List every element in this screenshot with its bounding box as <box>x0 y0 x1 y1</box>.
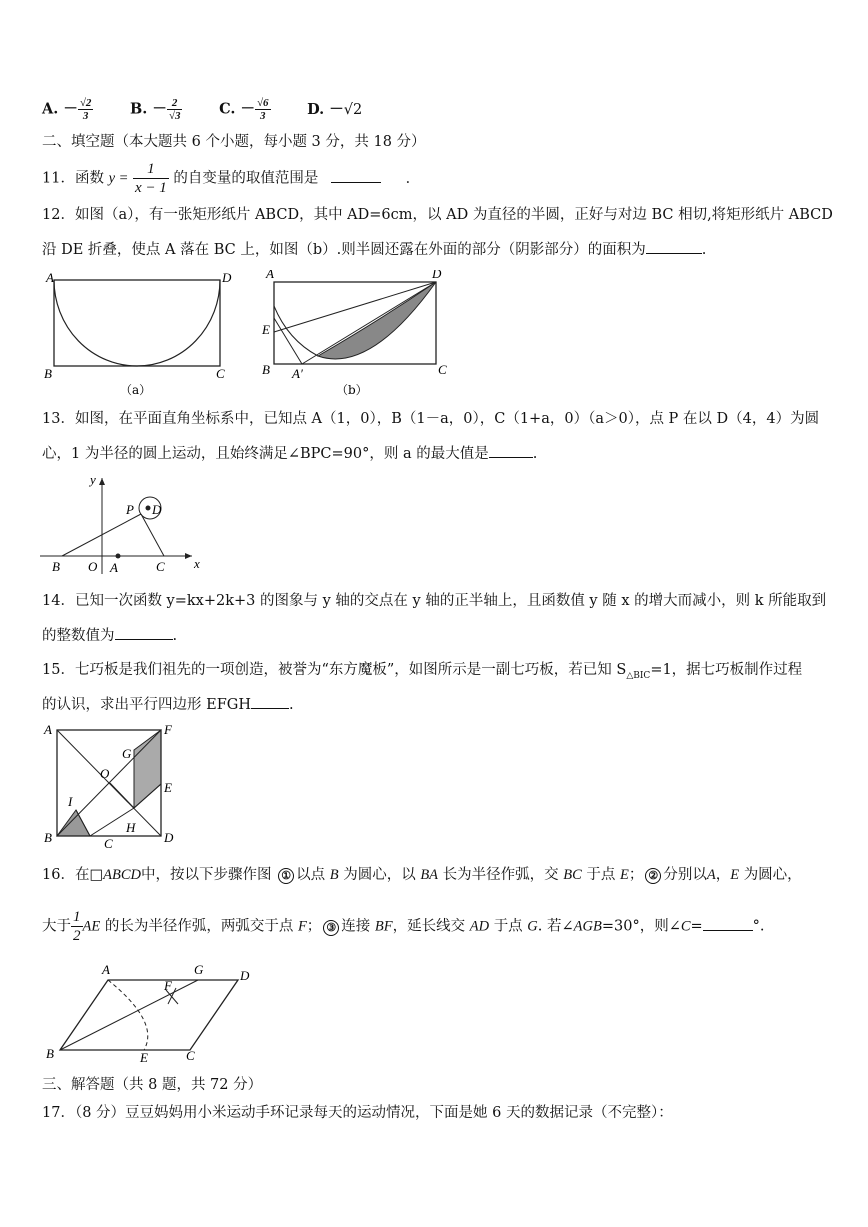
fig16-label-F: F <box>164 978 172 993</box>
q16-parallelogram-figure <box>40 962 260 1066</box>
fig-a-label-B: B <box>44 366 52 381</box>
fig16-label-C: C <box>186 1048 195 1063</box>
fig-b-label-D: D <box>432 270 442 281</box>
fig15-label-E: E <box>164 780 172 795</box>
fig-b-label-E: E <box>262 322 270 337</box>
fig16-label-E: E <box>140 1050 148 1065</box>
fig-b-caption: （b） <box>336 383 368 397</box>
q12-figures <box>40 270 460 400</box>
q16-line1: 16．在□ABCD中，按以下步骤作图 ① 以点 B 为圆心，以 BA 长为半径作弧，交 BC 于点 E； ② 分别以A，E 为圆心， <box>42 867 802 883</box>
fig13-label-P: P <box>126 502 134 517</box>
q15-line2: 的认识，求出平行四边形 EFGH . <box>42 697 294 713</box>
q13-answer-blank[interactable] <box>489 457 533 458</box>
q12-line1: 12．如图（a），有一张矩形纸片 ABCD，其中 AD=6cm，以 AD 为直径的半圆，正好与对边 BC 相切,将矩形纸片 ABCD <box>42 207 833 223</box>
fig15-label-H: H <box>126 820 136 835</box>
q11-answer-blank[interactable] <box>331 182 381 183</box>
figure-b <box>261 270 447 397</box>
q15-answer-blank[interactable] <box>251 708 289 709</box>
fig16-label-A: A <box>102 962 110 977</box>
fig15-label-I: I <box>68 794 73 809</box>
fig15-label-B: B <box>44 830 52 845</box>
q14-line1: 14．已知一次函数 y=kx+2k+3 的图象与 y 轴的交点在 y 轴的正半轴上，且函数值 y 随 x 的增大而减小，则 k 所能取到 <box>42 593 827 609</box>
fig-a-label-A: A <box>46 270 54 285</box>
fig13-label-O: O <box>88 559 98 574</box>
q17-line1: 17．（8 分）豆豆妈妈用小米运动手环记录每天的运动情况，下面是她 6 天的数据记录（不完整）： <box>42 1105 673 1121</box>
fig-a-caption: （a） <box>120 383 152 397</box>
fig-a-label-D: D <box>222 270 232 285</box>
fig13-label-D: D <box>152 502 162 517</box>
fig13-label-x: x <box>194 556 200 571</box>
q16-answer-blank[interactable] <box>703 930 753 931</box>
fig-b-label-A: A <box>266 270 274 281</box>
fig15-label-A: A <box>44 722 52 737</box>
q13-line1: 13．如图，在平面直角坐标系中，已知点 A（1，0），B（1－a，0），C（1+a，0）（a＞0），点 P 在以 D（4，4）为圆 <box>42 411 820 427</box>
figure-a <box>44 270 232 397</box>
q13-figure <box>40 470 210 580</box>
fig13-label-y: y <box>90 472 96 487</box>
fig-b-label-A-prime: A′ <box>292 366 303 381</box>
q11: 11．函数 y = $\frac{1}{x - 1}$ 的自变量的取值范围是 ． <box>42 161 421 196</box>
section2-heading: 二、填空题（本大题共 6 个小题，每小题 3 分，共 18 分） <box>42 134 426 150</box>
option-c: C. － $\frac{√6}{3}$ <box>219 97 269 122</box>
q16-line2: 大于 $\frac{1}{2}$ AE 的长为半径作弧，两弧交于点 F； ③ 连接 BF，延长线交 AD 于点 G. 若∠AGB=30°，则∠C= °. <box>42 909 765 944</box>
q13-line2: 心，1 为半径的圆上运动，且始终满足∠BPC=90°，则 a 的最大值是 . <box>42 446 538 462</box>
fig-a-label-C: C <box>216 366 225 381</box>
section3-heading: 三、解答题（共 8 题，共 72 分） <box>42 1077 263 1093</box>
q14-answer-blank[interactable] <box>115 639 173 640</box>
fig-b-label-B: B <box>262 362 270 377</box>
fig-b-label-C: C <box>438 362 447 377</box>
q12-line2: 沿 DE 折叠，使点 A 落在 BC 上，如图（b）.则半圆还露在外面的部分（阴影部分）的面积为 . <box>42 242 707 258</box>
fig15-label-F: F <box>164 722 172 737</box>
fig13-label-A: A <box>110 560 118 575</box>
option-d: D. －√2 <box>307 100 363 118</box>
fig15-label-G: G <box>122 746 132 761</box>
q15-line1: 15．七巧板是我们祖先的一项创造，被誉为“东方魔板”，如图所示是一副七巧板，若已知 $S_{\triangle BIC}=1$，据七巧板制作过程 <box>42 662 803 681</box>
option-b: B. － $\frac{2}{√3}$ <box>130 97 181 122</box>
q10-options <box>42 97 394 122</box>
option-a: A. － $\frac{√2}{3}$ <box>42 97 92 122</box>
fig15-label-O: O <box>100 766 110 781</box>
fig16-label-B: B <box>46 1046 54 1061</box>
fig13-label-C: C <box>156 559 165 574</box>
fig15-label-D: D <box>164 830 174 845</box>
q14-line2: 的整数值为 . <box>42 628 178 644</box>
q15-tangram-figure <box>40 720 190 848</box>
fig16-label-G: G <box>194 962 204 977</box>
fig16-label-D: D <box>240 968 250 983</box>
fig15-label-C: C <box>104 836 113 848</box>
fig13-label-B: B <box>52 559 60 574</box>
q12-answer-blank[interactable] <box>646 253 702 254</box>
